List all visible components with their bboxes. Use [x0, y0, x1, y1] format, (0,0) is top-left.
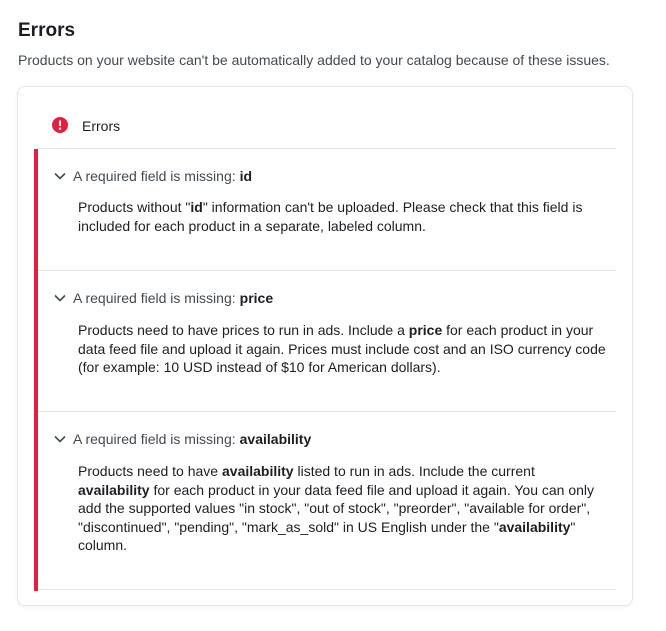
issue-toggle-id[interactable]	[53, 166, 252, 186]
text-segment: for each product in your data feed file and upload it again. Prices must include cost and an ISO currency code (for example: 10 USD instead of $10 for American dollars).	[78, 322, 606, 375]
issue-field: price	[239, 290, 274, 306]
issue-toggle-price[interactable]	[53, 288, 273, 308]
card-header	[18, 87, 632, 148]
issue-prefix: A required field is missing:	[73, 431, 236, 447]
issue-description	[78, 198, 608, 235]
chevron-down-icon	[53, 432, 67, 446]
issue-description	[78, 462, 608, 555]
issue-field: id	[239, 168, 253, 184]
error-icon	[52, 117, 68, 133]
error-accent-bar	[34, 149, 38, 591]
text-segment: availability	[222, 463, 294, 479]
text-segment: listed to run in ads. Include the current	[293, 463, 535, 479]
errors-card	[17, 86, 633, 606]
text-segment: Products need to have prices to run in ads. Include a	[78, 322, 409, 338]
issue-toggle-availability[interactable]	[53, 429, 311, 449]
text-segment: price	[408, 322, 443, 338]
divider	[38, 270, 616, 271]
text-segment: " column.	[78, 518, 576, 553]
text-segment: availability	[498, 518, 571, 535]
issue-prefix: A required field is missing:	[73, 168, 236, 184]
divider	[38, 411, 616, 412]
issue-prefix: A required field is missing:	[73, 290, 236, 306]
issue-description	[78, 321, 608, 377]
page-subtitle: Products on your website can't be automatically added to your catalog because of these issues.	[18, 52, 610, 68]
text-segment: " information can't be uploaded. Please check that this field is included for each product in a separate, labeled column.	[78, 199, 583, 234]
chevron-down-icon	[53, 169, 67, 183]
page-title: Errors	[18, 20, 76, 41]
divider	[36, 148, 616, 149]
card-header-label: Errors	[82, 118, 121, 134]
issue-field: availability	[239, 431, 312, 447]
text-segment: for each product in your data feed file and upload it again. You can only add the supported values "in stock", "out of stock", "preorder", "available for order", "discontinued", "pending", "mark_as_sold" in US English under the "	[78, 481, 595, 535]
divider	[38, 589, 616, 590]
text-segment: availability	[78, 481, 150, 498]
text-segment: Products need to have	[78, 463, 222, 479]
text-segment: Products without "	[78, 199, 191, 215]
chevron-down-icon	[53, 291, 67, 305]
text-segment: id	[190, 199, 203, 215]
